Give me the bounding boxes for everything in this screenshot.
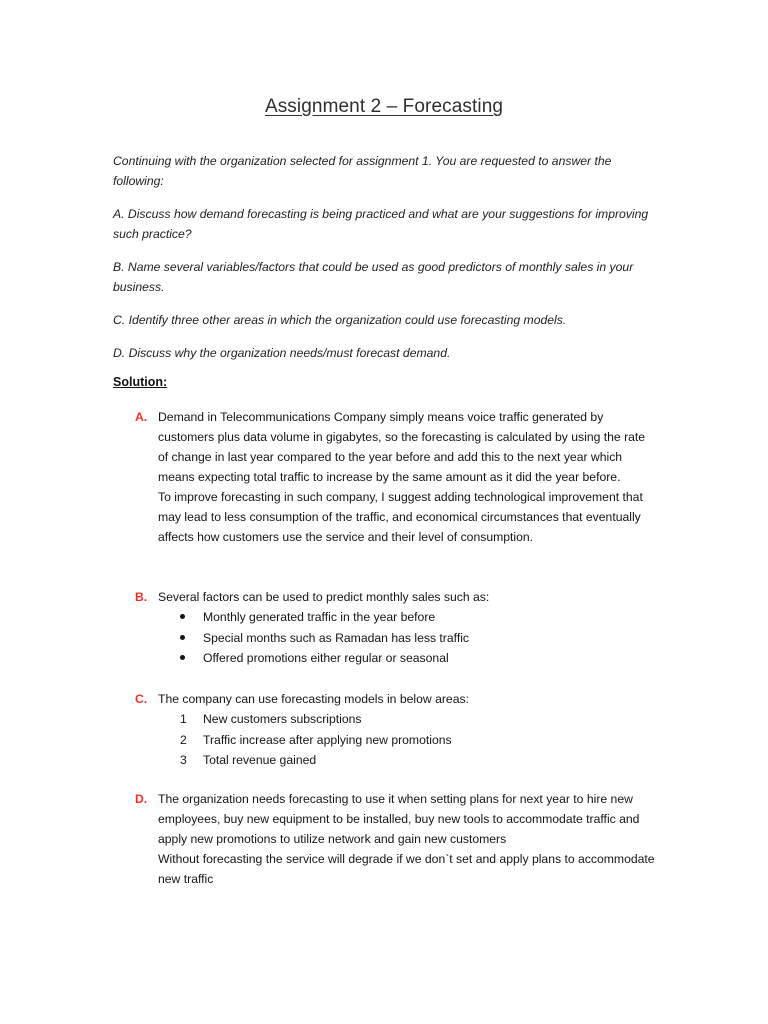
- list-item: Monthly generated traffic in the year before: [180, 607, 650, 628]
- answer-b-letter: B.: [135, 590, 148, 604]
- question-b: B. Name several variables/factors that could be used as good predictors of monthly sales in your business.: [113, 260, 634, 294]
- answer-d-paragraph-2: Without forecasting the service will degrade if we don`t set and apply plans to accommodate new traffic: [158, 852, 655, 886]
- list-item: Special months such as Ramadan has less traffic: [180, 628, 650, 649]
- answer-d-paragraph-1: The organization needs forecasting to use it when setting plans for next year to hire new employees, buy new equipment to be installed, buy new tools to accommodate traffic and apply new promotions to utilize network and gain new customers: [158, 792, 640, 846]
- answer-d-letter: D.: [135, 792, 148, 806]
- bullet-icon: [180, 628, 203, 649]
- answer-a-paragraph-2: To improve forecasting in such company, I suggest adding technological improvement that may lead to less consumption of the traffic, and economical circumstances that eventually affects how customers use the service and their level of consumption.: [158, 490, 643, 544]
- list-item: 2 Traffic increase after applying new promotions: [180, 730, 650, 751]
- list-number: 3: [180, 753, 187, 767]
- answer-a: [158, 407, 658, 547]
- document-title: Assignment 2 – Forecasting: [264, 96, 504, 117]
- list-number: 2: [180, 732, 187, 747]
- answer-d: [158, 789, 658, 889]
- list-item: 1 New customers subscriptions: [180, 709, 650, 730]
- list-item: Offered promotions either regular or seasonal: [180, 648, 650, 669]
- question-a: A. Discuss how demand forecasting is being practiced and what are your suggestions for improving such practice?: [113, 207, 649, 241]
- answer-c-intro: The company can use forecasting models in below areas:: [158, 692, 469, 706]
- answer-b-intro: Several factors can be used to predict monthly sales such as:: [158, 590, 490, 604]
- bullet-icon: [180, 648, 203, 669]
- list-number: 1: [180, 712, 187, 726]
- answer-c-list: [180, 709, 650, 771]
- answer-b-list: [180, 607, 650, 669]
- solution-label: Solution:: [113, 375, 168, 389]
- bullet-icon: [180, 607, 203, 628]
- question-c: C. Identify three other areas in which the organization could use forecasting models.: [113, 313, 567, 327]
- question-intro: Continuing with the organization selected for assignment 1. You are requested to answer the following:: [113, 154, 612, 188]
- answer-a-letter: A.: [135, 410, 148, 424]
- answer-c-letter: C.: [135, 692, 148, 706]
- answer-a-paragraph-1: Demand in Telecommunications Company simply means voice traffic generated by customers plus data volume in gigabytes, so the forecasting is calculated by using the rate of change in last year compared to the year before and add this to the next year which means expecting total traffic to increase by the same amount as it did the year before.: [158, 410, 646, 484]
- list-item: 3 Total revenue gained: [180, 750, 650, 771]
- question-d: D. Discuss why the organization needs/must forecast demand.: [113, 346, 451, 360]
